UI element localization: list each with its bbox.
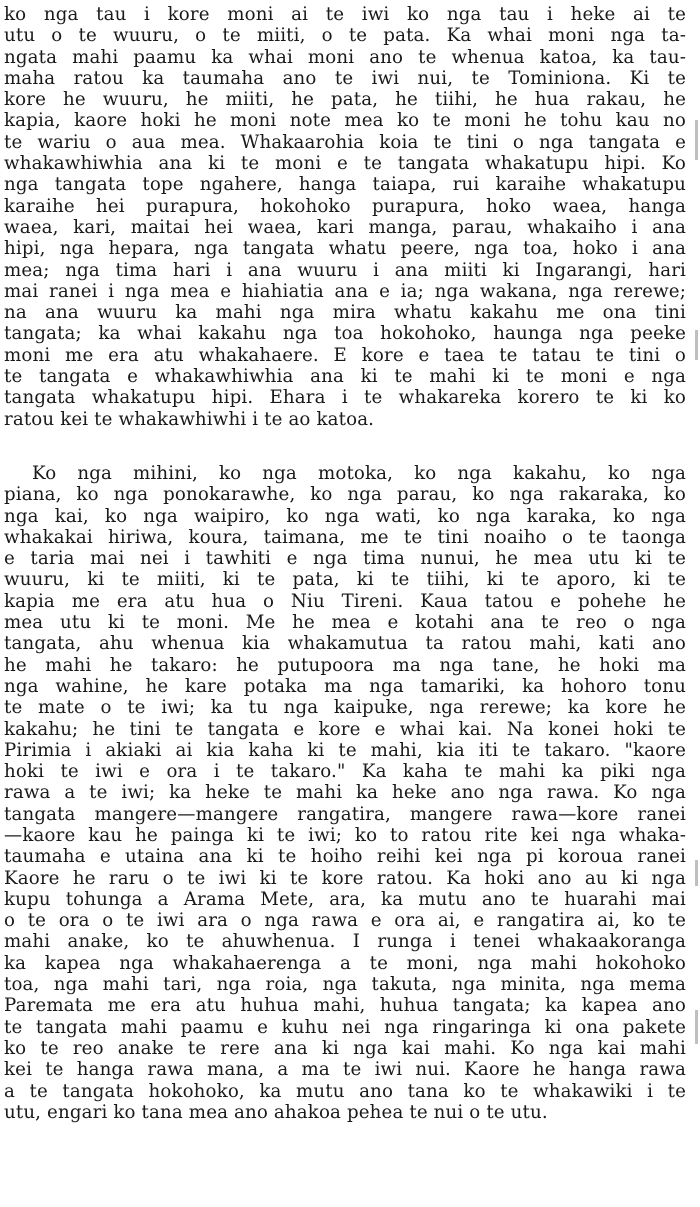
text-line: hoki te iwi e ora i te takaro." Ka kaha te mahi ka piki nga [4, 761, 686, 783]
text-line: moni me era atu whakahaere. E kore e taea te tatau te tini o [4, 344, 686, 366]
text-line: nga tangata tope ngahere, hanga taiapa, rui karaihe whakatupu [4, 174, 686, 196]
text-line: waea, kari, maitai hei waea, kari manga, parau, whakaiho i ana [4, 216, 686, 238]
text-line: kei te hanga rawa mana, a ma te iwi nui. Kaore he hanga rawa [4, 1059, 686, 1081]
text-line: whakawhiwhia ana ki te moni e te tangata whakatupu hipi. Ko [4, 153, 686, 175]
text-line: utu, engari ko tana mea ano ahakoa pehea te nui o te utu. [4, 1101, 548, 1123]
text-line: mea; nga tima hari i ana wuuru i ana miiti ki Ingarangi, hari [4, 259, 686, 281]
text-line: hipi, nga hepara, nga tangata whatu peere, nga toa, hoko i ana [4, 238, 686, 260]
text-line: o te ora o te iwi ara o nga rawa e ora ai, e rangatira ai, ko te [4, 910, 686, 932]
text-line: kakahu; he tini te tangata e kore e whai kai. Na konei hoki te [4, 718, 686, 740]
text-line: a te tangata hokohoko, ka mutu ano tana ko te whakawiki i te [4, 1080, 686, 1102]
text-line: ka kapea nga whakahaerenga a te moni, nga mahi hokohoko [4, 952, 686, 974]
scan-edge-mark [695, 1010, 698, 1044]
text-line: mahi anake, ko te ahuwhenua. I runga i tenei whakaakoranga [4, 931, 686, 953]
scan-edge-mark [695, 860, 698, 886]
text-line: mai ranei i nga mea e hiahiatia ana e ia; nga wakana, nga rerewe; [4, 280, 686, 302]
text-line: na ana wuuru ka mahi nga mira whatu kakahu me ona tini [4, 302, 686, 324]
text-line: wuuru, ki te miiti, ki te pata, ki te tiihi, ki te aporo, ki te [4, 569, 686, 591]
text-line: he mahi he takaro: he putupoora ma nga tane, he hoki ma [4, 654, 686, 676]
text-line: te tangata e whakawhiwhia ana ki te mahi ki te moni e nga [4, 366, 686, 388]
text-line: ngata mahi paamu ka whai moni ano te whenua katoa, ka tau- [4, 46, 686, 68]
text-line: ko nga tau i kore moni ai te iwi ko nga tau i heke ai te [4, 4, 686, 25]
text-line: —kaore kau he painga ki te iwi; ko to ratou rite kei nga whaka- [4, 824, 686, 846]
text-line: maha ratou ka taumaha ano te iwi nui, te Tominiona. Ki te [4, 67, 686, 89]
text-line: piana, ko nga ponokarawhe, ko nga parau, ko nga rakaraka, ko [4, 484, 686, 506]
document-page [4, 4, 686, 1123]
paragraph-2 [4, 463, 686, 1123]
text-line: karaihe hei purapura, hokohoko purapura, hoko waea, hanga [4, 195, 686, 217]
text-line: Pirimia i akiaki ai kia kaha ki te mahi, kia iti te takaro. "kaore [4, 739, 686, 761]
text-line: utu o te wuuru, o te miiti, o te pata. Ka whai moni nga ta- [4, 25, 686, 47]
text-line: te mate o te iwi; ka tu nga kaipuke, nga rerewe; ka kore he [4, 697, 686, 719]
text-line: rawa a te iwi; ka heke te mahi ka heke ano nga rawa. Ko nga [4, 782, 686, 804]
text-line: kapia me era atu hua o Niu Tireni. Kaua tatou e pohehe he [4, 590, 686, 612]
text-line: taumaha e utaina ana ki te hoiho reihi kei nga pi koroua ranei [4, 846, 686, 868]
text-line: kore he wuuru, he miiti, he pata, he tiihi, he hua rakau, he [4, 89, 686, 111]
text-line: nga kai, ko nga waipiro, ko nga wati, ko nga karaka, ko nga [4, 505, 686, 527]
text-line: te wariu o aua mea. Whakaarohia koia te tini o nga tangata e [4, 131, 686, 153]
text-line: kapia, kaore hoki he moni note mea ko te moni he tohu kau no [4, 110, 686, 132]
text-line: te tangata mahi paamu e kuhu nei nga ringaringa ki ona pakete [4, 1016, 686, 1038]
scan-edge-mark [695, 120, 698, 160]
text-line: nga wahine, he kare potaka ma nga tamariki, ka hohoro tonu [4, 675, 686, 697]
text-line: mea utu ki te moni. Me he mea e kotahi ana te reo o nga [4, 612, 686, 634]
text-line: Paremata me era atu huhua mahi, huhua tangata; ka kapea ano [4, 995, 686, 1017]
paragraph-1 [4, 4, 686, 430]
text-line: toa, nga mahi tari, nga roia, nga takuta, nga minita, nga mema [4, 974, 686, 996]
text-line: tangata whakatupu hipi. Ehara i te whakareka korero te ki ko [4, 387, 686, 409]
text-line: ratou kei te whakawhiwhi i te ao katoa. [4, 408, 375, 430]
text-line: e taria mai nei i tawhiti e nga tima nunui, he mea utu ki te [4, 548, 686, 570]
scan-edge-mark [695, 330, 698, 360]
text-line: Kaore he raru o te iwi ki te kore ratou. Ka hoki ano au ki nga [4, 867, 686, 889]
paragraph-spacer [4, 430, 686, 463]
text-line: whakakai hiriwa, koura, taimana, me te tini noaiho o te taonga [4, 526, 686, 548]
text-line: ko te reo anake te rere ana ki nga kai mahi. Ko nga kai mahi [4, 1037, 686, 1059]
text-line: tangata; ka whai kakahu nga toa hokohoko, haunga nga peeke [4, 323, 686, 345]
text-line: kupu tohunga a Arama Mete, ara, ka mutu ano te huarahi mai [4, 888, 686, 910]
text-line: tangata mangere—mangere rangatira, mangere rawa—kore ranei [4, 803, 686, 825]
text-line: Ko nga mihini, ko nga motoka, ko nga kakahu, ko nga [32, 462, 686, 484]
text-line: tangata, ahu whenua kia whakamutua ta ratou mahi, kati ano [4, 633, 686, 655]
